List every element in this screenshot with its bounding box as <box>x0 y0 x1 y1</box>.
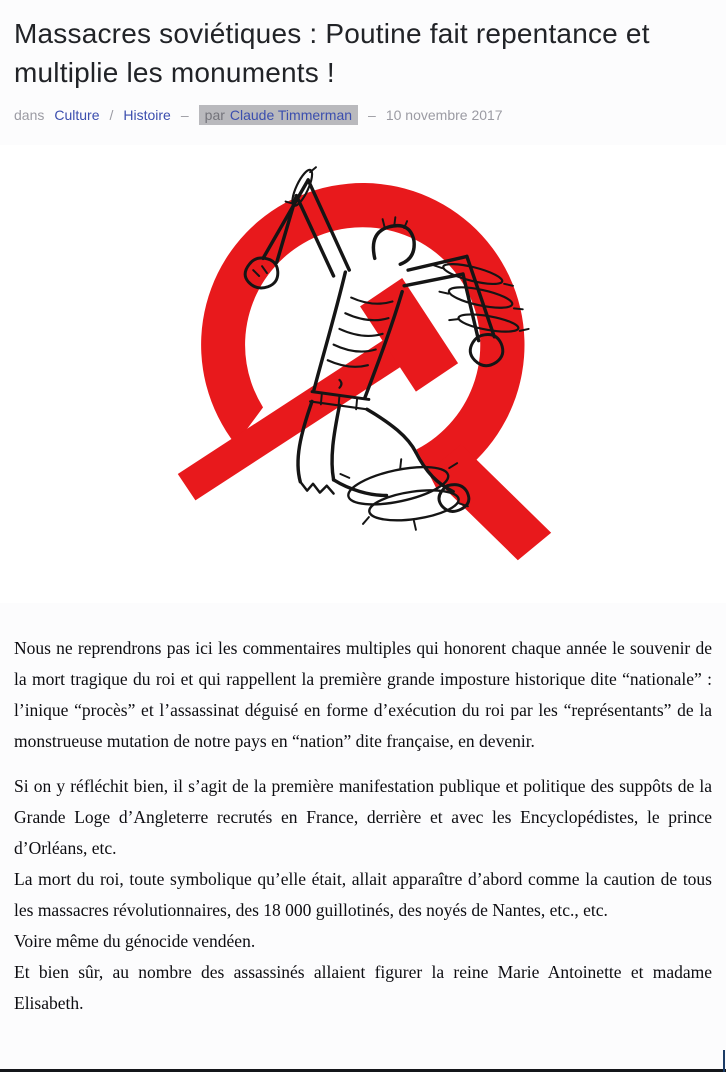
category-separator: / <box>109 107 114 123</box>
barbed-wire-feet-coil-2 <box>367 485 460 525</box>
sickle-handle <box>428 445 551 561</box>
paragraph-4: Voire même du génocide vendéen. <box>14 931 256 951</box>
article-title: Massacres soviétiques : Poutine fait repentance et multiplie les monuments ! <box>14 18 650 88</box>
article-date: 10 novembre 2017 <box>385 107 503 123</box>
paragraph-2: Si on y réfléchit bien, il s’agit de la première manifestation publique et politique des suppôts de la Grande Loge d’Angleterre recrutés en France, derrière et avec les Encyclopédistes, le prince d’Orléans, etc. <box>14 776 712 858</box>
paragraph-3: La mort du roi, toute symbolique qu’elle était, allait apparaître d’abord comme la caution de tous les massacres révolutionnaires, des 18 000 guillotinés, des noyés de Nantes, etc., etc. <box>14 869 712 920</box>
paragraph-1: Nous ne reprendrons pas ici les commentaires multiples qui honorent chaque année le souvenir de la mort tragique du roi et qui rappellent la première grande imposture historique dite “nationale” : l’inique “procès” et l’assassinat déguisé en forme d’exécution du roi par les “représentants” de la monstrueuse mutation de notre pays en “nation” dite française, en devenir. <box>14 638 712 751</box>
right-edge-line <box>723 1050 725 1072</box>
by-label: par <box>204 107 225 123</box>
meta-dash: – <box>180 107 189 123</box>
meta-in-label: dans <box>14 107 45 123</box>
author-chip[interactable] <box>199 105 358 125</box>
article-page <box>0 14 726 1072</box>
category-link-culture[interactable]: Culture <box>54 107 100 123</box>
hammer-sickle-graphic <box>167 145 559 603</box>
paragraph-5: Et bien sûr, au nombre des assassinés allaient figurer la reine Marie Antoinette et madame Elisabeth. <box>14 962 712 1013</box>
author-link[interactable]: Claude Timmerman <box>229 107 353 123</box>
meta-dash-2: – <box>368 107 376 123</box>
category-link-histoire[interactable]: Histoire <box>123 107 171 123</box>
article-illustration <box>0 145 726 603</box>
article-body <box>14 633 712 1019</box>
article-meta <box>14 105 712 125</box>
